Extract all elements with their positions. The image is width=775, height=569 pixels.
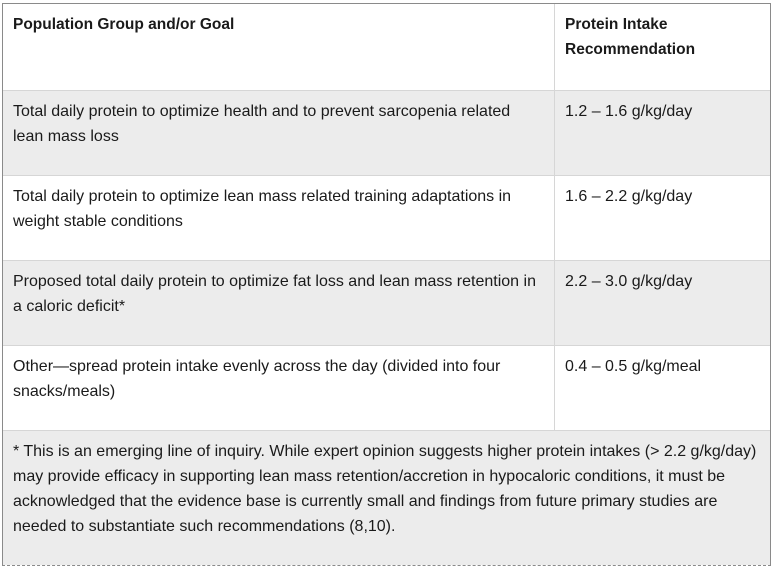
row-goal-cell: Proposed total daily protein to optimize fat loss and lean mass retention in a caloric deficit* xyxy=(3,261,555,345)
table-footnote: * This is an emerging line of inquiry. While expert opinion suggests higher protein intakes (> 2.2 g/kg/day) may provide efficacy in supporting lean mass retention/accretion in hypocaloric conditions, it must be acknowledged that the evidence base is currently small and findings from future primary studies are needed to substantiate such recommendations (8,10). xyxy=(3,431,770,566)
header-protein-intake: Protein Intake Recommendation xyxy=(565,16,696,58)
row-intake-cell: 1.2 – 1.6 g/kg/day xyxy=(565,103,693,120)
table-header-row xyxy=(3,4,770,91)
row-goal-cell: Total daily protein to optimize lean mass related training adaptations in weight stable conditions xyxy=(3,176,555,260)
protein-recommendation-table xyxy=(2,3,771,566)
table-row xyxy=(3,346,770,431)
row-intake-cell: 1.6 – 2.2 g/kg/day xyxy=(565,188,693,205)
table-row xyxy=(3,91,770,176)
header-population-goal: Population Group and/or Goal xyxy=(3,4,555,90)
row-goal-cell: Other—spread protein intake evenly across the day (divided into four snacks/meals) xyxy=(3,346,555,430)
row-intake-cell: 0.4 – 0.5 g/kg/meal xyxy=(565,358,702,375)
table-row xyxy=(3,176,770,261)
table-row xyxy=(3,261,770,346)
row-intake-cell: 2.2 – 3.0 g/kg/day xyxy=(565,273,693,290)
row-goal-cell: Total daily protein to optimize health and to prevent sarcopenia related lean mass loss xyxy=(3,91,555,175)
